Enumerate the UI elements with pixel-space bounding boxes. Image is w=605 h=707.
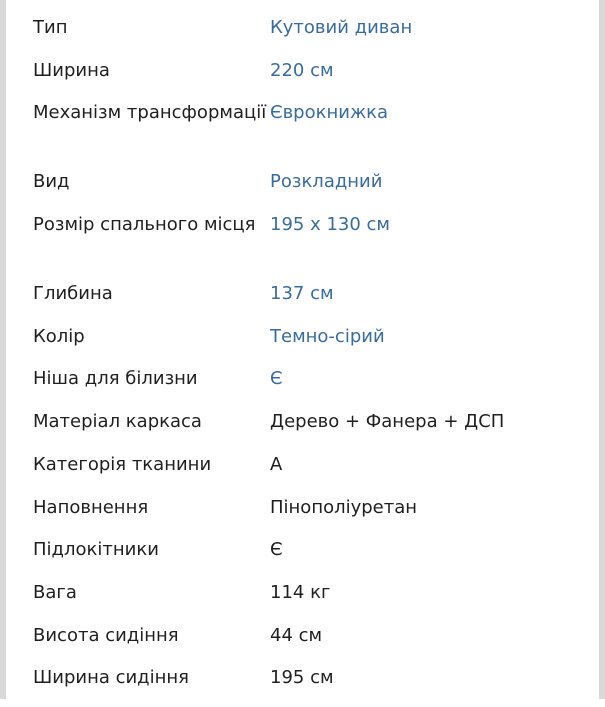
spec-label: Механізм трансформації [33,102,267,124]
specs-table [33,14,573,707]
spec-value: Дерево + Фанера + ДСП [270,411,505,433]
left-edge-divider [0,0,6,699]
spec-value-link[interactable]: Темно-сірий [270,325,385,347]
spec-value: 195 см [270,667,334,689]
spec-row-fabric-category [33,451,573,494]
spec-value: А [270,453,283,475]
spec-label: Глибина [33,283,113,305]
spec-label: Ніша для білизни [33,368,198,390]
spec-row-depth [33,280,573,323]
spec-label: Ширина сидіння [33,667,189,689]
spec-label: Тип [33,17,68,38]
spec-label: Вага [33,581,77,603]
spec-value: Пінополіуретан [270,496,418,518]
spec-row-storage [33,365,573,408]
spec-row-sleeping-size [33,211,573,280]
spec-label: Категорія тканини [33,453,212,475]
spec-label: Вид [33,171,70,193]
spec-row-color [33,323,573,366]
spec-value-link[interactable]: 195 х 130 см [270,214,391,236]
spec-row-armrests [33,536,573,579]
spec-value-link[interactable]: 137 см [270,283,334,305]
spec-value-link[interactable]: Єврокнижка [270,102,389,124]
spec-value: 44 см [270,624,323,646]
spec-value-link[interactable]: Розкладний [270,171,383,193]
spec-label: Колір [33,325,85,347]
spec-row-frame-material [33,408,573,451]
spec-label: Наповнення [33,496,149,518]
spec-row-type [33,14,573,57]
spec-value-link[interactable]: 220 см [270,59,334,81]
spec-value: 114 кг [270,581,331,603]
spec-row-width [33,57,573,100]
spec-value-link[interactable]: Є [270,368,283,390]
right-edge-divider [599,0,605,699]
spec-value: Є [270,539,283,561]
spec-row-seat-height [33,622,573,665]
spec-value-link[interactable]: Кутовий диван [270,17,413,38]
spec-row-view [33,168,573,211]
spec-label: Підлокітники [33,539,159,561]
spec-row-mechanism [33,99,573,168]
spec-row-seat-width [33,664,573,707]
spec-label: Розмір спального місця [33,214,256,236]
spec-label: Матеріал каркаса [33,411,202,433]
spec-row-filling [33,494,573,537]
spec-label: Ширина [33,59,110,81]
spec-label: Висота сидіння [33,624,179,646]
spec-row-weight [33,579,573,622]
